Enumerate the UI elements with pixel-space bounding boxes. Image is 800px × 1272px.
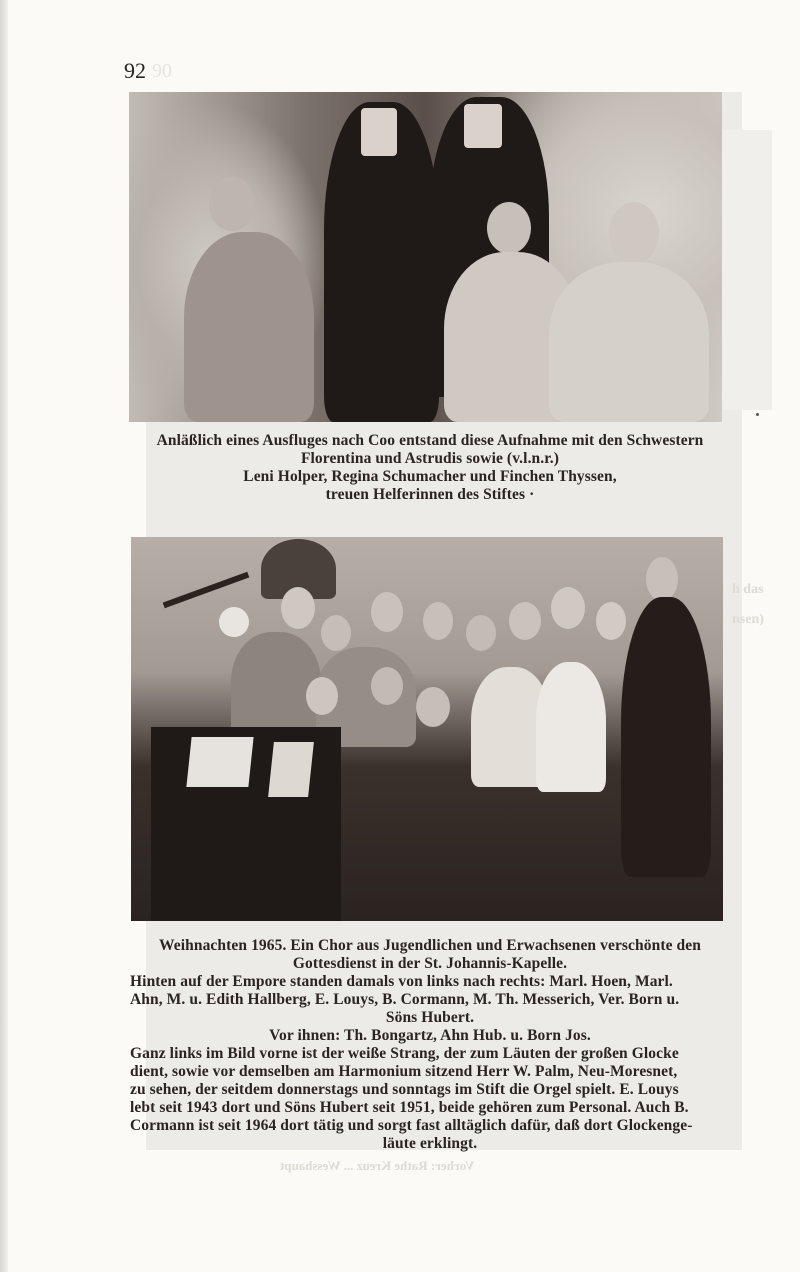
caption-line: Leni Holper, Regina Schumacher und Finchen Thyssen, [243,468,617,485]
caption-line: Ganz links im Bild vorne ist der weiße Strang, der zum Läuten der großen Glocke [130,1045,679,1062]
sheet-music [186,737,253,787]
caption-line: Anläßlich eines Ausfluges nach Coo entstand diese Aufnahme mit den Schwestern [156,432,704,449]
caption-line: Söns Hubert. [385,1009,475,1026]
scan-tint-right [722,130,772,410]
bleed-through-text: h das [732,582,764,597]
page-number: 92 [124,58,146,83]
caption-line: läute erklingt. [382,1135,478,1152]
woman-left [184,232,314,422]
photo-choir-1965 [131,537,723,921]
bleed-through-text: nsen) [732,612,764,627]
caption-line: Florentina und Astrudis sowie (v.l.n.r.) [300,450,560,467]
bleed-through-text: Vorher: Rathe Kreuz ... Wesshaupt [280,1158,475,1173]
caption-line: treuen Helferinnen des Stiftes · [325,486,535,503]
caption-line: Hinten auf der Empore standen damals von links nach rechts: Marl. Hoen, Marl. [130,973,673,990]
man-right [621,597,711,877]
caption-line: lebt seit 1943 dort und Söns Hubert seit 1951, beide gehören zum Personal. Auch B. [130,1099,689,1116]
sheet-music [268,742,314,797]
photo-excursion-coo [129,92,722,422]
ghost-page-number: 90 [152,60,172,82]
caption-line: dient, sowie vor demselben am Harmonium sitzend Herr W. Palm, Neu-Moresnet, [130,1063,678,1080]
woman-right [549,262,709,422]
caption-line: Gottesdienst in der St. Johannis-Kapelle. [292,955,568,972]
caption-line: zu sehen, der seitdem donnerstags und sonntags im Stift die Orgel spielt. E. Louys [130,1081,679,1098]
caption-choir [120,937,740,1153]
caption-line: Cormann ist seit 1964 dort tätig und sorgt fast alltäglich dafür, daß dort Glockenge- [130,1117,693,1134]
caption-excursion [120,432,740,504]
page-edge-shadow [0,0,8,1272]
speck [756,413,759,416]
caption-line: Vor ihnen: Th. Bongartz, Ahn Hub. u. Born Jos. [269,1027,591,1044]
caption-line: Weihnachten 1965. Ein Chor aus Jugendlichen und Erwachsenen verschönte den [159,937,701,954]
caption-line: Ahn, M. u. Edith Hallberg, E. Louys, B. Cormann, M. Th. Messerich, Ver. Born u. [130,991,680,1008]
